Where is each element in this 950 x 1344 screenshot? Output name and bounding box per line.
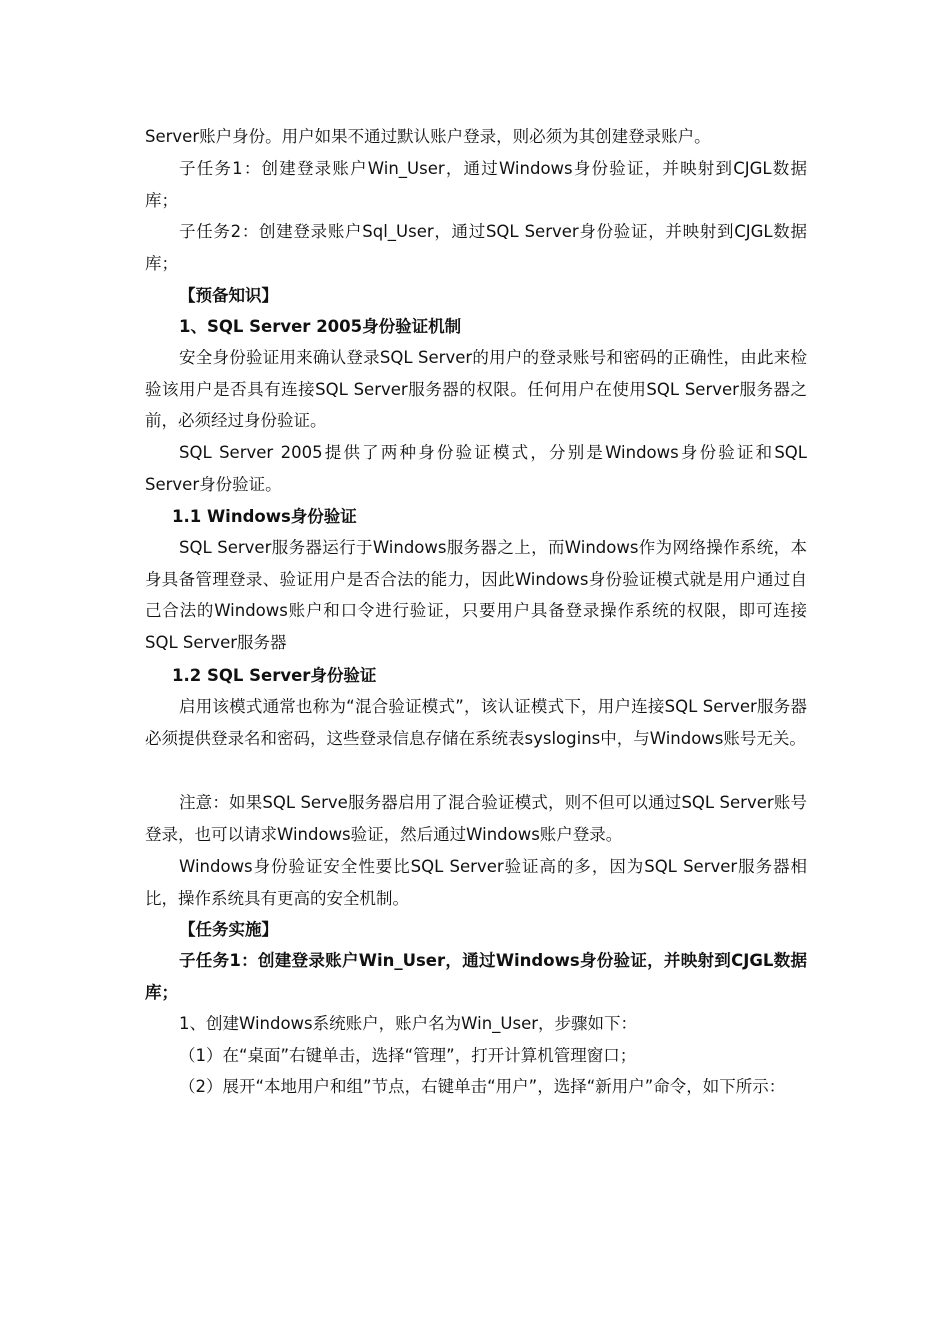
paragraph-windows-auth: SQL Server服务器运行于Windows服务器之上，而Windows作为网络操作系统，本身具备管理登录、验证用户是否合法的能力，因此Windows身份验证模式就是用户通过自己合法的Windows账户和口令进行验证，只要用户具备登录操作系统的权限，即可连接SQL Server服务器: [145, 538, 807, 653]
section-heading-implementation: 【任务实施】: [179, 920, 278, 939]
subtask-1-intro: 子任务1：创建登录账户Win_User，通过Windows身份验证，并映射到CJGL数据库；: [145, 159, 807, 210]
paragraph-note: 注意：如果SQL Serve服务器启用了混合验证模式，则不但可以通过SQL Server账号登录，也可以请求Windows验证，然后通过Windows账户登录。: [145, 793, 807, 844]
heading-auth-mechanism: 1、SQL Server 2005身份验证机制: [179, 317, 462, 336]
step-create-account: 1、创建Windows系统账户，账户名为Win_User，步骤如下：: [179, 1014, 638, 1033]
subtask-2-intro: 子任务2：创建登录账户Sql_User，通过SQL Server身份验证，并映射到CJGL数据库；: [145, 222, 807, 273]
paragraph-auth-modes: SQL Server 2005提供了两种身份验证模式，分别是Windows身份验证和SQL Server身份验证。: [145, 443, 807, 494]
paragraph-sql-auth: 启用该模式通常也称为“混合验证模式”，该认证模式下，用户连接SQL Server服务器必须提供登录名和密码，这些登录信息存储在系统表syslogins中，与Windows账号无关。: [145, 697, 807, 748]
section-heading-prerequisites: 【预备知识】: [179, 286, 278, 305]
step-1: （1）在“桌面”右键单击，选择“管理”，打开计算机管理窗口；: [179, 1046, 637, 1065]
paragraph-security-comparison: Windows身份验证安全性要比SQL Server验证高的多，因为SQL Server服务器相比，操作系统具有更高的安全机制。: [145, 857, 807, 908]
subtask-1-heading: 子任务1：创建登录账户Win_User，通过Windows身份验证，并映射到CJGL数据库；: [145, 951, 807, 1002]
paragraph-auth-description: 安全身份验证用来确认登录SQL Server的用户的登录账号和密码的正确性，由此来检验该用户是否具有连接SQL Server服务器的权限。任何用户在使用SQL Server服务器之前，必须经过身份验证。: [145, 348, 807, 431]
heading-sql-auth: 1.2 SQL Server身份验证: [172, 666, 377, 685]
heading-windows-auth: 1.1 Windows身份验证: [172, 507, 357, 526]
step-2: （2）展开“本地用户和组”节点，右键单击“用户”，选择“新用户”命令，如下所示：: [179, 1077, 786, 1096]
paragraph-continuation: Server账户身份。用户如果不通过默认账户登录，则必须为其创建登录账户。: [145, 127, 711, 146]
